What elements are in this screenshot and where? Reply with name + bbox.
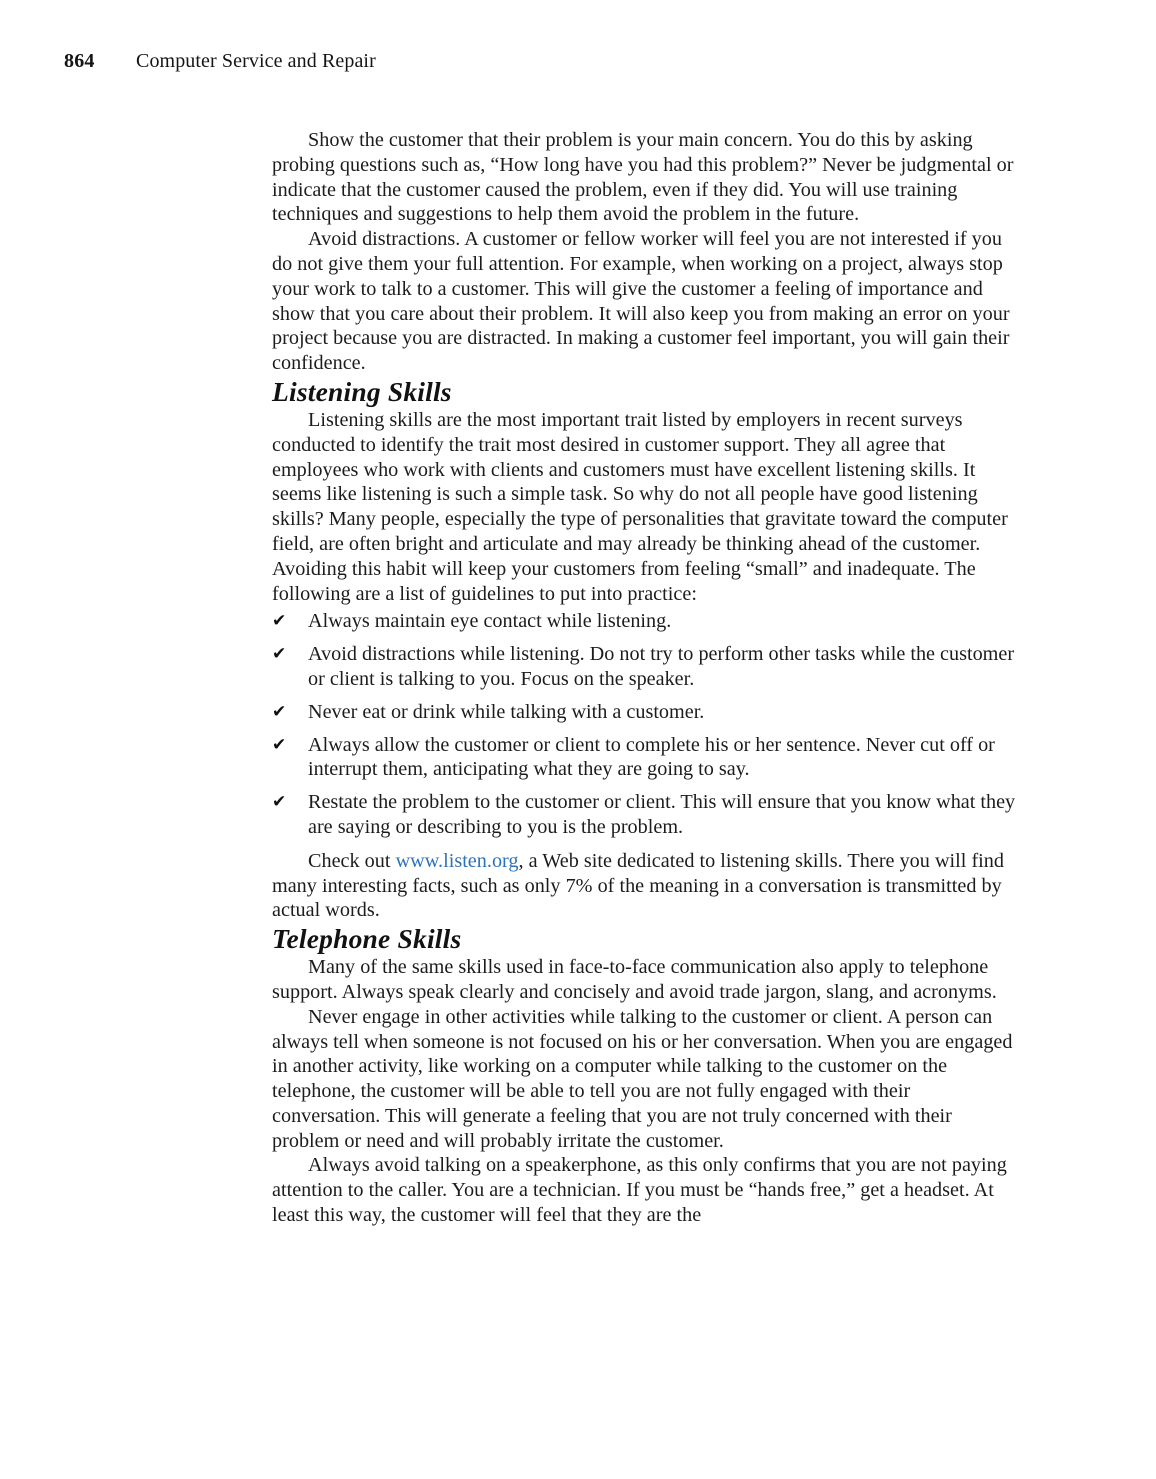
heading-listening-skills: Listening Skills	[272, 375, 452, 407]
paragraph-avoid-distractions: Avoid distractions. A customer or fellow worker will feel you are not interested if you do not give them your full attention. For example, when working on a project, always stop your work to talk to a customer. This will give the customer a feeling of importance and show that you care about their problem. It will also keep you from making an error on your project because you are distracted. In making a customer feel important, you will gain their confidence.	[272, 228, 1010, 375]
checkmark-icon: ✔	[272, 611, 287, 632]
heading-telephone-skills: Telephone Skills	[272, 923, 462, 955]
running-header	[64, 50, 1084, 80]
paragraph-listening-intro: Listening skills are the most important trait listed by employers in recent surveys conducted to identify the trait most desired in customer support. They all agree that employees who work with clients and customers must have excellent listening skills. It seems like listening is such a simple task. So why do not all people have good listening skills? Many people, especially the type of personalities that gravitate toward the computer field, are often bright and articulate and may already be thinking ahead of the customer. Avoiding this habit will keep your customers from feeling “small” and inadequate. The following are a list of guidelines to put into practice:	[272, 408, 1008, 605]
checkmark-icon: ✔	[272, 701, 287, 722]
list-item-text: Restate the problem to the customer or client. This will ensure that you know what they are saying or describing to you is the problem.	[308, 791, 1016, 838]
paragraph-telephone-intro: Many of the same skills used in face-to-face communication also apply to telephone support. Always speak clearly and concisely and avoid trade jargon, slang, and acronyms.	[272, 956, 997, 1003]
paragraph-speakerphone: Always avoid talking on a speakerphone, as this only confirms that you are not paying attention to the caller. You are a technician. If you must be “hands free,” get a headset. At least this way, the customer will feel that they are the	[272, 1154, 1007, 1227]
page-number: 864	[64, 50, 95, 72]
paragraph-never-engage: Never engage in other activities while talking to the customer or client. A person can always tell when someone is not focused on his or her conversation. When you are engaged in another activity, like working on a computer while talking to the customer on the telephone, the customer will be able to tell you are not fully engaged with their conversation. This will generate a feeling that you are not truly concerned with their problem or need and will probably irritate the customer.	[272, 1005, 1013, 1152]
running-header-title: Computer Service and Repair	[136, 50, 376, 72]
paragraph-check-out	[272, 849, 1022, 923]
checkmark-icon: ✔	[272, 644, 287, 665]
checkmark-icon: ✔	[272, 792, 287, 813]
paragraph-check-out-prefix: Check out	[308, 849, 396, 872]
list-item-text: Never eat or drink while talking with a customer.	[308, 700, 705, 723]
text-column	[272, 128, 1022, 1228]
list-item-text: Avoid distractions while listening. Do not try to perform other tasks while the customer or client is talking to you. Focus on the speaker.	[308, 643, 1015, 690]
list-item	[272, 700, 1022, 725]
listen-org-link[interactable]: www.listen.org	[395, 849, 519, 872]
list-item	[272, 733, 1022, 783]
listening-guidelines-list	[272, 609, 1022, 839]
list-item-text: Always allow the customer or client to complete his or her sentence. Never cut off or interrupt them, anticipating what they are going to say.	[308, 733, 995, 781]
list-item	[272, 642, 1022, 692]
list-item-text: Always maintain eye contact while listening.	[308, 610, 672, 633]
paragraph-show-customer: Show the customer that their problem is your main concern. You do this by asking probing questions such as, “How long have you had this problem?” Never be judgmental or indicate that the customer caused the problem, even if they did. You will use training techniques and suggestions to help them avoid the problem in the future.	[272, 129, 1014, 226]
list-item	[272, 790, 1022, 840]
list-item	[272, 609, 1022, 634]
checkmark-icon: ✔	[272, 734, 287, 755]
paragraph-check-out-suffix: , a Web site dedicated to listening skills. There you will find many interesting facts, such as only 7% of the meaning in a conversation is transmitted by actual words.	[272, 849, 1005, 922]
